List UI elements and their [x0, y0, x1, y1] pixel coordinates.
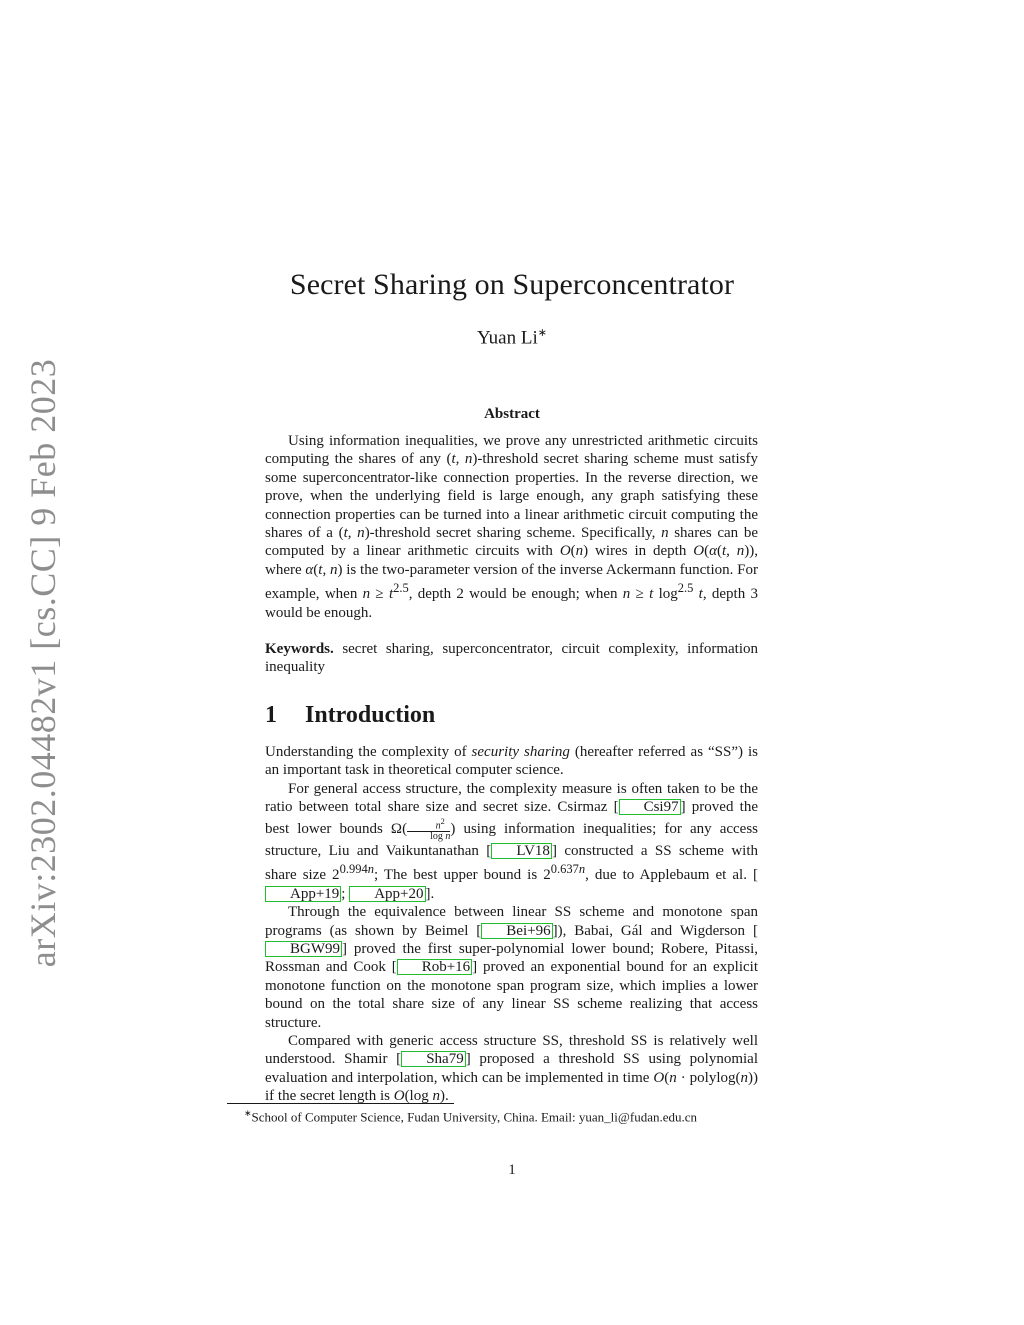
section-title: Introduction: [305, 702, 436, 728]
abstract-heading: Abstract: [484, 406, 540, 422]
keywords-label: Keywords.: [265, 641, 334, 657]
citation-link[interactable]: Rob+16: [397, 959, 472, 975]
intro-paragraph: Understanding the complexity of security sharing (hereafter referred as “SS”) is an important task in theoretical computer science.: [265, 744, 758, 779]
intro-paragraph: For general access structure, the complexity measure is often taken to be the ratio between total share size and secret size. Csirmaz [ Csi97 ] proved the best lower bounds Ω( $\frac{n^2}{\text{log n}}$ ) using information inequalities; for any access structure, Liu and Vaikuntanathan [ LV18 ] constructed a SS scheme with share size $2^{0.994n}$; The best upper bound is $2^{0.637n}$, due to Applebaum et al. [App+19 ; App+20 ].: [265, 780, 759, 902]
introduction-body: [265, 743, 758, 1106]
author-name: Yuan Li: [477, 327, 538, 349]
footnote: [244, 1108, 697, 1125]
citation-link[interactable]: Sha79: [401, 1051, 466, 1067]
citation-link[interactable]: Bei+96: [481, 923, 552, 939]
footnote-text: School of Computer Science, Fudan University, China. Email: yuan_li@fudan.edu.cn: [251, 1109, 698, 1125]
paper-title: Secret Sharing on Superconcentrator: [289, 268, 735, 301]
keywords: [265, 640, 758, 677]
author-line: [0, 326, 1024, 349]
citation-link[interactable]: LV18: [491, 843, 552, 859]
page-number: 1: [508, 1162, 516, 1178]
footnote-mark: ∗: [244, 1108, 252, 1118]
citation-link[interactable]: BGW99: [265, 941, 342, 957]
intro-paragraph: Compared with generic access structure SS, threshold SS is relatively well understood. Shamir [ Sha79 ] proposed a threshold SS using polynomial evaluation and interpolation, which can be implemented in time O(n · polylog(n)) if the secret length is O(log n).: [265, 1033, 758, 1105]
intro-paragraph: Through the equivalence between linear SS scheme and monotone span programs (as shown by Beimel [ Bei+96 ]), Babai, Gál and Wigderson [BGW99 ] proved the first super-polynomial lower bound; Robere, Pitassi, Rossman and Cook [ Rob+16 ] proved an exponential bound for an explicit monotone function on the monotone span program size, which implies a lower bound on the total share size of any linear SS scheme realizing that access structure.: [265, 904, 758, 1031]
citation-link[interactable]: App+20: [349, 886, 425, 902]
author-footnote-mark: ∗: [537, 327, 547, 339]
citation-link[interactable]: App+19: [265, 886, 341, 902]
arxiv-identifier-stamp: arXiv:2302.04482v1 [cs.CC] 9 Feb 2023: [23, 358, 63, 968]
abstract-text: Using information inequalities, we prove any unrestricted arithmetic circuits computing the shares of any (t, n)-threshold secret sharing scheme must satisfy some superconcentrator-like connection properties. In the reverse direction, we prove, when the underlying field is large enough, any graph satisfying these connection properties can be turned into a linear arithmetic circuit computing the shares of a (t, n)-threshold secret sharing scheme. Specifically, n shares can be computed by a linear arithmetic circuits with O(n) wires in depth O(α(t, n)), where α(t, n) is the two-parameter version of the inverse Ackermann function. For example, when $n \ge t^{2.5}$, depth 2 would be enough; when n ≥ t $\log^{2.5} t$, depth 3 would be enough.: [265, 433, 758, 621]
keywords-text: secret sharing, superconcentrator, circuit complexity, information inequality: [265, 641, 758, 676]
footnote-rule: [227, 1103, 454, 1104]
citation-link[interactable]: Csi97: [619, 799, 681, 815]
section-heading-introduction: [265, 702, 435, 729]
section-number: 1: [265, 702, 277, 728]
